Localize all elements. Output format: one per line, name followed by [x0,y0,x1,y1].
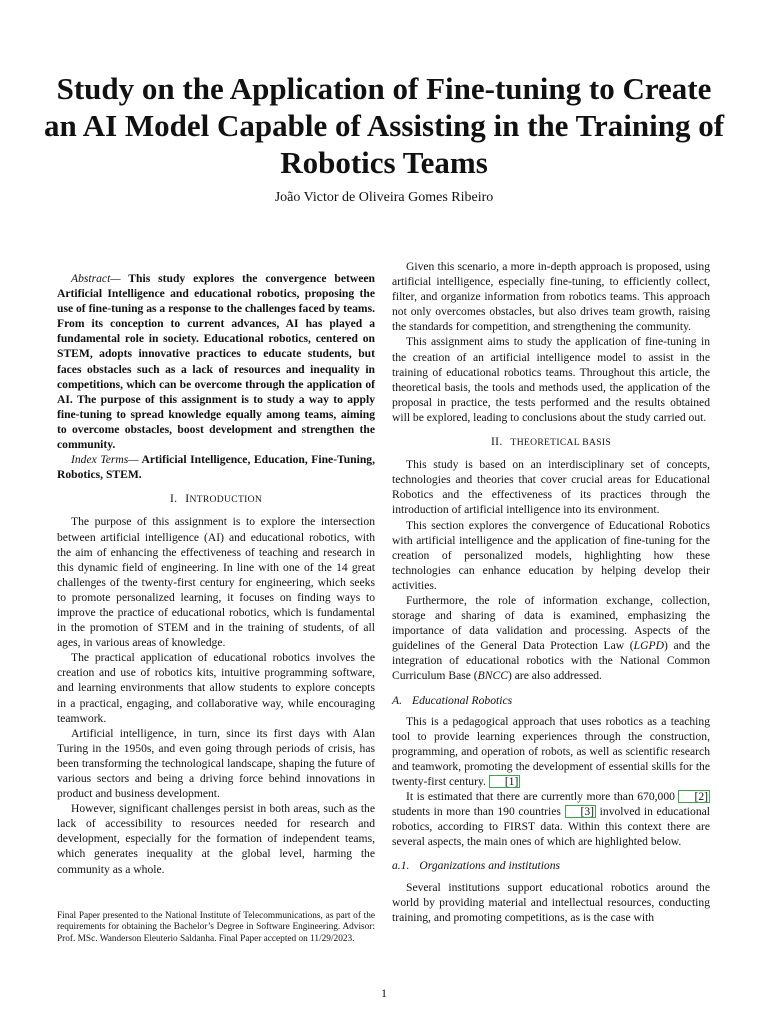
paragraph: This study is based on an interdisciplinary set of concepts, technologies and theories that cover crucial areas for Educational Robotics and the effectiveness of its practices through the introduction of artificial intelligence into its environment. [392,458,710,517]
citation-link[interactable]: [1] [489,775,521,788]
section-number: I. [169,492,178,506]
paragraph: Several institutions support educational robotics around the world by providing material and intellectual resources, conducting training, and promoting competitions, as is the case with [392,880,710,924]
paragraph: This assignment aims to study the application of fine-tuning in the creation of an artificial intelligence model to assist in the training of educational robotics teams. Throughout this article, the theoretical basis, the tools and methods used, the application of the proposal in practice, the tests performed and the results obtained will be explored, leading to conclusions about the study carried out. [392,335,710,424]
text-run: Furthermore, the role of information exchange, collection, storage and sharing of data is examined, emphasizing the importance of data validation and processing. Aspects of the guidelines of the General Data Protection Law ( [392,593,710,653]
paragraph [392,714,710,789]
paragraph: This section explores the convergence of Educational Robotics with artificial intelligence and the application of fine-tuning for the creation of personalized models, highlighting how these technologies can enhance education by helping develop their activities. [392,518,710,592]
text-run: involved in educational robotics, according to FIRST data. Within this context there are several aspects, the main ones of which are highlighted below. [392,805,710,849]
subsubsection-title: Organizations and institutions [419,859,561,873]
author-name: João Victor de Oliveira Gomes Ribeiro [274,190,494,205]
paragraph [392,789,710,849]
acronym-lgpd: LGPD [633,639,664,653]
section-title-initial: I [185,492,190,506]
subsection-number: A. [392,693,402,707]
abstract [57,271,375,452]
text-run: It is estimated that there are currently more than 670,000 [406,790,679,804]
section-heading-theoretical-basis [392,434,710,450]
section-title-rest: NTRODUCTION [189,494,263,506]
section-number: II. [491,435,503,449]
page-number: 1 [381,986,387,1000]
citation-link[interactable]: [2] [678,790,710,803]
text-run: This is a pedagogical approach that uses robotics as a teaching tool to provide learning experiences through the construction, programming, and operation of robots, as well as scientific research and teamwork, promoting the development of essential skills for the twenty-first century. [392,714,710,788]
left-column [57,271,375,877]
right-column [392,259,710,925]
abstract-text: This study explores the convergence between Artificial Intelligence and educational robotics, proposing the use of fine-tuning as a response to the challenges faced by teams. From its conception to current advances, AI has played a fundamental role in society. Educational robotics, centered on STEM, adopts innovative practices to educate students, but faces obstacles such as a lack of resources and inequality in competitions, which can be overcome through the application of AI. The purpose of this assignment is to study a way to apply fine-tuning to spread knowledge equally among teams, aiming to overcome obstacles, boost development and strengthen the community. [57,272,375,452]
section-heading-introduction [57,491,375,507]
paragraph: However, significant challenges persist in both areas, such as the lack of accessibility to resources needed for research and development, especially for the formation of independent teams, which generates inequality at the global level, harming the community as a whole. [57,802,375,876]
subsubsection-number: a.1. [392,859,410,873]
subsubsection-heading-organizations [392,858,710,873]
paragraph: Given this scenario, a more in-depth approach is proposed, using artificial intelligence, especially fine-tuning, to efficiently collect, filter, and organize information from robotics teams. This approach not only overcomes obstacles, but also drives team growth, raising the standards for competition, and strengthening the community. [392,260,710,334]
paper-title: Study on the Application of Fine-tuning to Create an AI Model Capable of Assisting in the Training of Robotics Teams [43,71,725,180]
subsection-title: Educational Robotics [411,693,513,707]
text-run: ) are also addressed. [507,669,602,683]
paragraph: Artificial intelligence, in turn, since its first days with Alan Turing in the 1950s, and even going through periods of crisis, has been transforming the technological landscape, shaping the future of various sectors and being a driving force behind innovations in product and business development. [57,726,375,801]
index-terms [57,452,375,482]
index-terms-label: Index Terms— [71,453,139,467]
section-title: THEORETICAL BASIS [510,437,611,449]
abstract-label: Abstract— [71,272,121,285]
text-run: ) and the integration of educational robotics with the National Common Curriculum Base ( [392,639,711,683]
paragraph [392,593,710,684]
footnote: Final Paper presented to the National Institute of Telecommunications, as part of the requirements for obtaining the Bachelor’s Degree in Software Engineering. Advisor: Prof. MSc. Wanderson Eleuterio Saldanha. Final Paper accepted on 11/29/2023. [57,911,375,944]
paragraph: The practical application of educational robotics involves the creation and use of robotics kits, intuitive programming software, and learning environments that allow students to explore concepts in a practical, engaging, and collaborative way, while encouraging teamwork. [57,651,375,725]
citation-link[interactable]: [3] [565,805,597,818]
text-run: students in more than 190 countries [392,805,565,819]
index-terms-text: Artificial Intelligence, Education, Fine-Tuning, Robotics, STEM. [57,453,375,482]
subsection-heading-educational-robotics [392,693,710,708]
paragraph: The purpose of this assignment is to explore the intersection between artificial intelligence (AI) and educational robotics, with the aim of enhancing the effectiveness of teaching and research in this dynamic field of engineering. In line with one of the 14 great challenges of the twenty-first century for engineering, which seeks to promote personalized learning, it focuses on finding ways to improve the practice of educational robotics, which is fundamental in the promotion of STEM and in the training of students, of all ages, in various areas of knowledge. [57,515,375,650]
acronym-bncc: BNCC [477,669,508,683]
